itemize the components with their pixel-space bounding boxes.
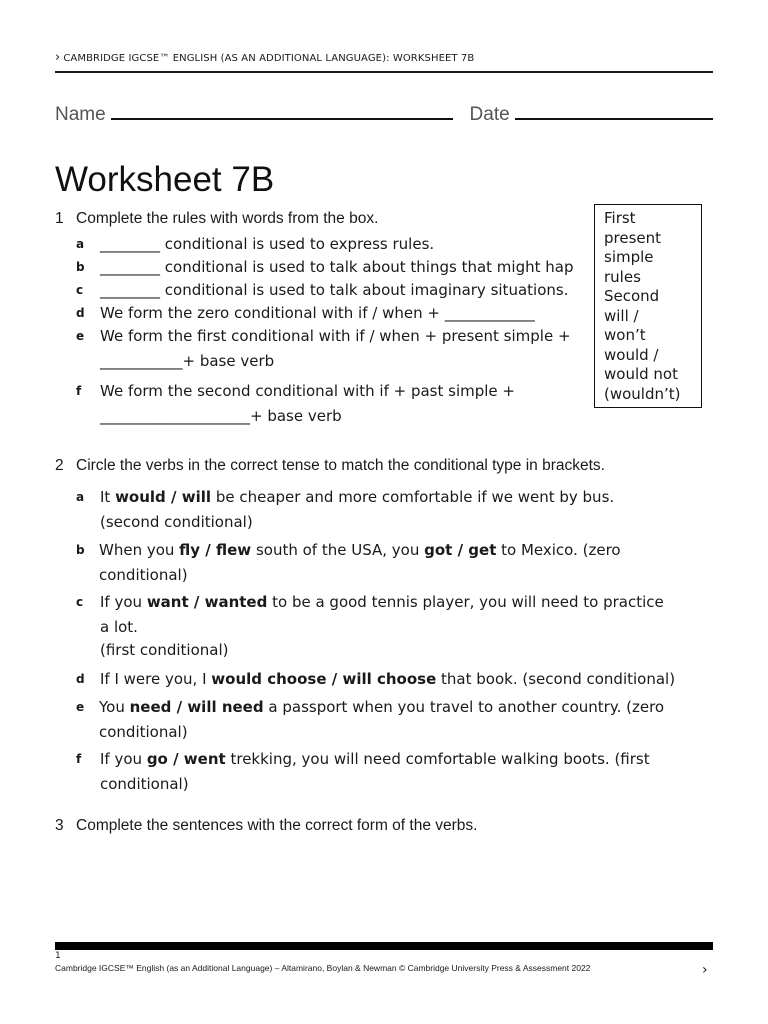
footer-credit: Cambridge IGCSE™ English (as an Additional Language) – Altamirano, Boylan & Newman © Cambridge University Press & Assessment 2022 — [55, 963, 591, 973]
verb-option[interactable]: go — [146, 750, 168, 768]
question-1-prompt: 1 Complete the rules with words from the box. — [55, 210, 379, 227]
word-box-entry: will / — [604, 306, 639, 325]
q1-item-a: a ________ conditional is used to express rules. — [76, 235, 435, 253]
q2-item-b: b When you fly / flew south of the USA, you got / get to Mexico. (zero conditional) — [76, 541, 621, 584]
running-header — [55, 50, 713, 65]
q2-item-c: c If you want / wanted to be a good tennis player, you will need to practice a lot. (first conditional) — [76, 593, 664, 659]
name-date-row — [55, 104, 713, 126]
blank[interactable]: ________ — [100, 258, 160, 276]
q1-item-c: c ________ conditional is used to talk about imaginary situations. — [76, 281, 569, 299]
page-title: Worksheet 7B — [55, 160, 275, 199]
q2-item-e: e You need / will need a passport when you travel to another country. (zero conditional) — [76, 698, 665, 741]
word-box-entry: simple — [604, 248, 654, 266]
date-label: Date — [469, 104, 510, 125]
blank[interactable]: ___________ — [100, 352, 183, 370]
verb-option[interactable]: went — [183, 750, 226, 768]
q2-item-d: d If I were you, I would choose / will choose that book. (second conditional) — [76, 670, 676, 688]
header-rule — [55, 71, 713, 73]
q2-item-f: f If you go / went trekking, you will need comfortable walking boots. (first conditional) — [76, 750, 650, 793]
word-box-entry: rules — [604, 267, 641, 286]
chevron-right-icon: › — [55, 50, 61, 65]
verb-option[interactable]: got — [424, 541, 453, 559]
verb-option[interactable]: fly — [179, 541, 201, 559]
word-box-entry: (wouldn’t) — [604, 384, 681, 403]
verb-option[interactable]: would — [115, 488, 166, 506]
verb-option[interactable]: will choose — [342, 670, 437, 688]
word-box — [594, 204, 702, 408]
verb-option[interactable]: need — [129, 698, 172, 716]
q1-item-e: e We form the first conditional with if / when + present simple + ___________+ base verb — [76, 327, 571, 370]
question-2-prompt: 2 Circle the verbs in the correct tense to match the conditional type in brackets. — [55, 457, 605, 474]
word-box-entry: would not — [604, 365, 678, 383]
word-box-entry: present — [604, 228, 662, 247]
verb-option[interactable]: would choose — [211, 670, 327, 688]
blank[interactable]: ________ — [100, 235, 160, 253]
blank[interactable]: ____________________ — [100, 407, 250, 425]
verb-option[interactable]: will need — [187, 698, 264, 716]
verb-option[interactable]: want — [146, 593, 189, 611]
chevron-right-icon: › — [702, 962, 708, 978]
header-text: CAMBRIDGE IGCSE™ ENGLISH (AS AN ADDITIONAL LANGUAGE): WORKSHEET 7B — [63, 53, 475, 64]
question-3-prompt: 3 Complete the sentences with the correct form of the verbs. — [55, 817, 478, 834]
word-box-entry: would / — [604, 345, 659, 364]
q1-item-d: d We form the zero conditional with if / when + ____________ — [76, 304, 535, 322]
q1-item-b: b ________ conditional is used to talk about things that might hap — [76, 258, 574, 276]
q2-item-a: a It would / will be cheaper and more comfortable if we went by bus. (second conditional) — [76, 488, 615, 531]
date-field[interactable] — [515, 104, 713, 120]
q1-item-f: f We form the second conditional with if + past simple + ____________________+ base verb — [76, 382, 515, 425]
word-box-entry: Second — [604, 287, 660, 305]
verb-option[interactable]: wanted — [204, 593, 268, 611]
blank[interactable]: ____________ — [444, 304, 535, 322]
word-box-entry: First — [604, 209, 636, 227]
name-label: Name — [55, 104, 106, 125]
blank[interactable]: ________ — [100, 281, 160, 299]
page-number: 1 — [55, 951, 61, 961]
name-field[interactable] — [111, 104, 453, 120]
footer-bar — [55, 942, 713, 950]
word-box-entry: won’t — [604, 326, 646, 344]
verb-option[interactable]: flew — [216, 541, 252, 559]
verb-option[interactable]: will — [181, 488, 212, 506]
verb-option[interactable]: get — [468, 541, 497, 559]
